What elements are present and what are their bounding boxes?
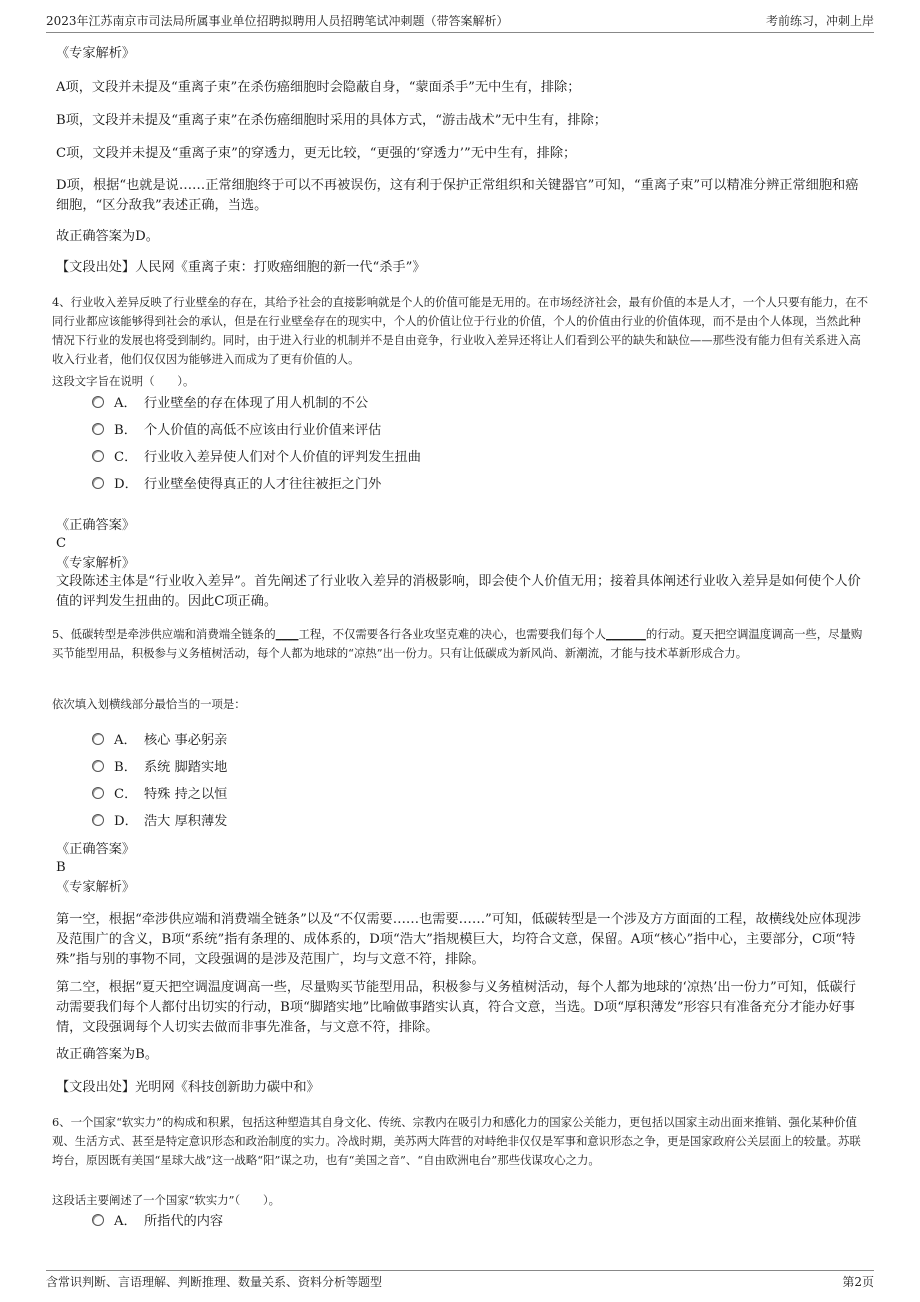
q5-analysis-1: 第一空，根据“牵涉供应端和消费端全链条”以及“不仅需要……也需要……”可知，低碳转型是一个涉及方方面面的工程，故横线处应体现涉及范围广的含义，B项“系统”指有条理的、成体系的，D项“浩大”指规模巨大，均符合文意，保留。A项“核心”指中心，主要部分，C项“特殊”指与别的事物不同，文段强调的是涉及范围广，均与文意不符，排除。 (56, 912, 862, 967)
q4-expert-label: 《专家解析》 (56, 556, 136, 571)
q5-source: 【文段出处】光明网《科技创新助力碳中和》 (56, 1080, 320, 1095)
q3-source: 【文段出处】人民网《重离子束：打败癌细胞的新一代“杀手”》 (56, 260, 426, 275)
radio-icon[interactable] (92, 733, 104, 745)
q4-question: 这段文字旨在说明（ ）。 (52, 374, 195, 388)
radio-icon[interactable] (92, 450, 104, 462)
q5-analysis-2: 第二空，根据“夏天把空调温度调高一些，尽量购买节能型用品，积极参与义务植树活动，每个人都为地球的‘凉热’出一份力”可知，低碳行动需要我们每个人都付出切实的行动，B项“脚踏实地”比喻做事踏实认真，符合文意，当选。D项“厚积薄发”形容只有准备充分才能办好事情，文段强调每个人切实去做而非事先准备，与文意不符，排除。 (56, 980, 856, 1035)
q4-option-d[interactable]: D． 行业壁垒使得真正的人才往往被拒之门外 (92, 475, 381, 495)
q5-stem: 5、低碳转型是牵涉供应端和消费端全链条的____工程，不仅需要各行各业攻坚克难的决心，也需要我们每个人_______的行动。夏天把空调温度调高一些，尽量购买节能型用品，积极参与义务植树活动，每个人都为地球的“凉热”出一份力。只有让低碳成为新风尚、新潮流，才能与技术革新形成合力。 (52, 627, 863, 660)
footer-topics: 含常识判断、言语理解、判断推理、数量关系、资料分析等题型 (46, 1275, 383, 1289)
page-header (46, 12, 874, 33)
q3-analysis-b: B项，文段并未提及“重离子束”在杀伤癌细胞时采用的具体方式，“游击战术”无中生有，排除； (56, 113, 607, 128)
radio-icon[interactable] (92, 396, 104, 408)
radio-icon[interactable] (92, 787, 104, 799)
radio-icon[interactable] (92, 760, 104, 772)
q4-option-b[interactable]: B． 个人价值的高低不应该由行业价值来评估 (92, 421, 381, 441)
q4-stem: 4、行业收入差异反映了行业壁垒的存在，其给予社会的直接影响就是个人的价值可能是无用的。在市场经济社会，最有价值的本是人才，一个人只要有能力，在不同行业都应该能够得到社会的承认，但是在行业壁垒存在的现实中，个人的价值让位于行业的价值，个人的价值由行业的价值体现，而不是由个人体现，当然此种情况下行业的发展也将受到制约。同时，由于进入行业的机制并不是自由竞争，行业收入差异还将让人们看到公平的缺失和缺位——那些没有能力但有关系进入高收入行业者，他们仅仅因为能够进入而成为了更有价值的人。 (52, 295, 868, 366)
page-footer (46, 1270, 874, 1295)
q3-analysis-d: D项，根据“也就是说……正常细胞终于可以不再被误伤，这有利于保护正常组织和关键器官”可知，“重离子束”可以精准分辨正常细胞和癌细胞，“区分敌我”表述正确，当选。 (56, 178, 859, 213)
radio-icon[interactable] (92, 814, 104, 826)
radio-icon[interactable] (92, 423, 104, 435)
q4-answer: C (56, 536, 67, 551)
q3-conclusion: 故正确答案为D。 (56, 229, 159, 244)
q5-conclusion: 故正确答案为B。 (56, 1047, 159, 1062)
q5-question: 依次填入划横线部分最恰当的一项是： (52, 697, 246, 711)
q6-option-a[interactable]: A． 所指代的内容 (92, 1212, 223, 1232)
q4-option-a[interactable]: A． 行业壁垒的存在体现了用人机制的不公 (92, 394, 368, 414)
header-slogan: 考前练习，冲刺上岸 (765, 14, 874, 28)
q5-option-b[interactable]: B． 系统 脚踏实地 (92, 758, 227, 778)
q5-expert-label: 《专家解析》 (56, 880, 136, 895)
page-number: 第2页 (842, 1275, 874, 1289)
blank-1: ____ (275, 627, 299, 641)
q5-answer-label: 《正确答案》 (56, 842, 136, 857)
q4-answer-label: 《正确答案》 (56, 518, 136, 533)
q6-question: 这段话主要阐述了一个国家“软实力”（ ）。 (52, 1193, 281, 1207)
q5-option-d[interactable]: D． 浩大 厚积薄发 (92, 812, 227, 832)
document-title: 2023年江苏南京市司法局所属事业单位招聘拟聘用人员招聘笔试冲刺题（带答案解析） (46, 14, 509, 28)
q3-expert-label: 《专家解析》 (56, 46, 136, 61)
blank-2: _______ (606, 627, 646, 641)
q3-analysis-c: C项，文段并未提及“重离子束”的穿透力，更无比较，“更强的‘穿透力’”无中生有，排除； (56, 146, 577, 161)
q6-stem: 6、一个国家“软实力”的构成和积累，包括这种塑造其自身文化、传统、宗教内在吸引力和感化力的国家公关能力，更包括以国家主动出面来推销、强化某种价值观、生活方式、甚至是特定意识形态和政治制度的实力。冷战时期，美苏两大阵营的对峙绝非仅仅是军事和意识形态之争，更是国家政府公关层面上的较量。苏联垮台，原因既有美国“星球大战”这一战略“阳”谋之功，也有“美国之音”、“自由欧洲电台”那些伐谋攻心之力。 (52, 1115, 861, 1167)
radio-icon[interactable] (92, 477, 104, 489)
q4-analysis: 文段陈述主体是“行业收入差异”。首先阐述了行业收入差异的消极影响，即会使个人价值无用；接着具体阐述行业收入差异是如何使个人价值的评判发生扭曲的。因此C项正确。 (56, 574, 861, 609)
q5-option-a[interactable]: A． 核心 事必躬亲 (92, 731, 227, 751)
radio-icon[interactable] (92, 1214, 104, 1226)
q3-analysis-a: A项，文段并未提及“重离子束”在杀伤癌细胞时会隐蔽自身，“蒙面杀手”无中生有，排除； (56, 80, 581, 95)
q4-option-c[interactable]: C． 行业收入差异使人们对个人价值的评判发生扭曲 (92, 448, 421, 468)
q5-option-c[interactable]: C． 特殊 持之以恒 (92, 785, 227, 805)
q5-answer: B (56, 860, 66, 875)
